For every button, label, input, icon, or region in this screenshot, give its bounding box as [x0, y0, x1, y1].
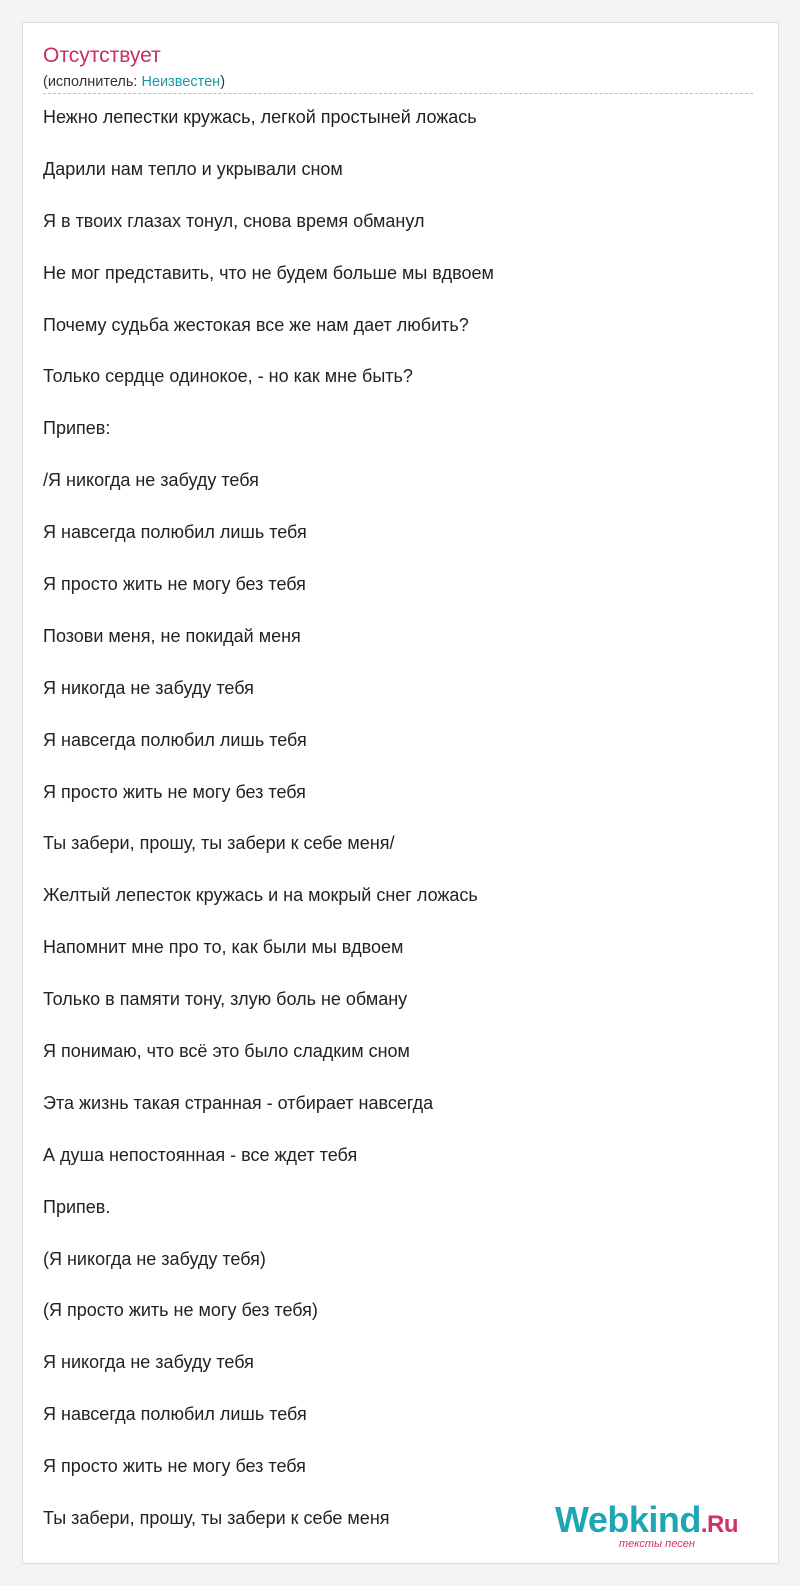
lyric-line: Припев. [43, 1196, 111, 1217]
lyric-line: Я навсегда полюбил лишь тебя [43, 1404, 307, 1425]
lyric-line: А душа непостоянная - все ждет тебя [43, 1144, 358, 1165]
lyric-line: Позови меня, не покидай меня [43, 625, 301, 646]
lyric-line: Не мог представить, что не будем больше мы вдвоем [43, 262, 494, 283]
logo-tagline: тексты песен [619, 1538, 695, 1550]
artist-prefix: (исполнитель: [43, 74, 142, 90]
logo-name: Webkind [555, 1499, 701, 1540]
lyric-line: /Я никогда не забуду тебя [43, 470, 259, 491]
lyric-line: Я понимаю, что всё это было сладким сном [43, 1041, 410, 1062]
lyric-line: Напомнит мне про то, как были мы вдвоем [43, 937, 404, 958]
lyric-line: (Я просто жить не могу без тебя) [43, 1300, 318, 1321]
song-title: Отсутствует [43, 44, 161, 67]
lyric-line: Желтый лепесток кружась и на мокрый снег ложась [43, 885, 478, 906]
lyric-line: Я просто жить не могу без тебя [43, 574, 306, 595]
lyric-line: Почему судьба жестокая все же нам дает любить? [43, 314, 469, 335]
lyric-line: Дарили нам тепло и укрывали сном [43, 158, 343, 179]
artist-suffix: ) [220, 74, 226, 90]
dashed-divider [43, 93, 753, 94]
lyric-line: Ты забери, прошу, ты забери к себе меня/ [43, 833, 395, 854]
lyric-line: Я просто жить не могу без тебя [43, 781, 306, 802]
lyrics-card [22, 22, 779, 1564]
lyric-line: Ты забери, прошу, ты забери к себе меня [43, 1508, 390, 1529]
lyric-line: Я в твоих глазах тонул, снова время обманул [43, 210, 425, 231]
lyric-line: Я навсегда полюбил лишь тебя [43, 522, 307, 543]
lyric-line: Нежно лепестки кружась, легкой простыней ложась [43, 107, 477, 127]
lyric-line: Я просто жить не могу без тебя [43, 1456, 306, 1477]
lyric-line: Эта жизнь такая странная - отбирает навсегда [43, 1092, 434, 1113]
artist-link[interactable]: Неизвестен [141, 74, 221, 90]
lyric-line: Припев: [43, 418, 111, 439]
lyric-line: Я никогда не забуду тебя [43, 677, 254, 698]
artist-line [43, 73, 225, 91]
lyrics-list [43, 103, 753, 1556]
lyric-line: Я никогда не забуду тебя [43, 1352, 254, 1373]
logo-tld: .Ru [700, 1511, 739, 1538]
lyric-line: Только сердце одинокое, - но как мне быть? [43, 366, 413, 387]
webkind-logo[interactable] [555, 1500, 745, 1550]
lyric-line: Только в памяти тону, злую боль не обману [43, 989, 408, 1010]
lyric-line: (Я никогда не забуду тебя) [43, 1248, 266, 1269]
lyric-line: Я навсегда полюбил лишь тебя [43, 729, 307, 750]
